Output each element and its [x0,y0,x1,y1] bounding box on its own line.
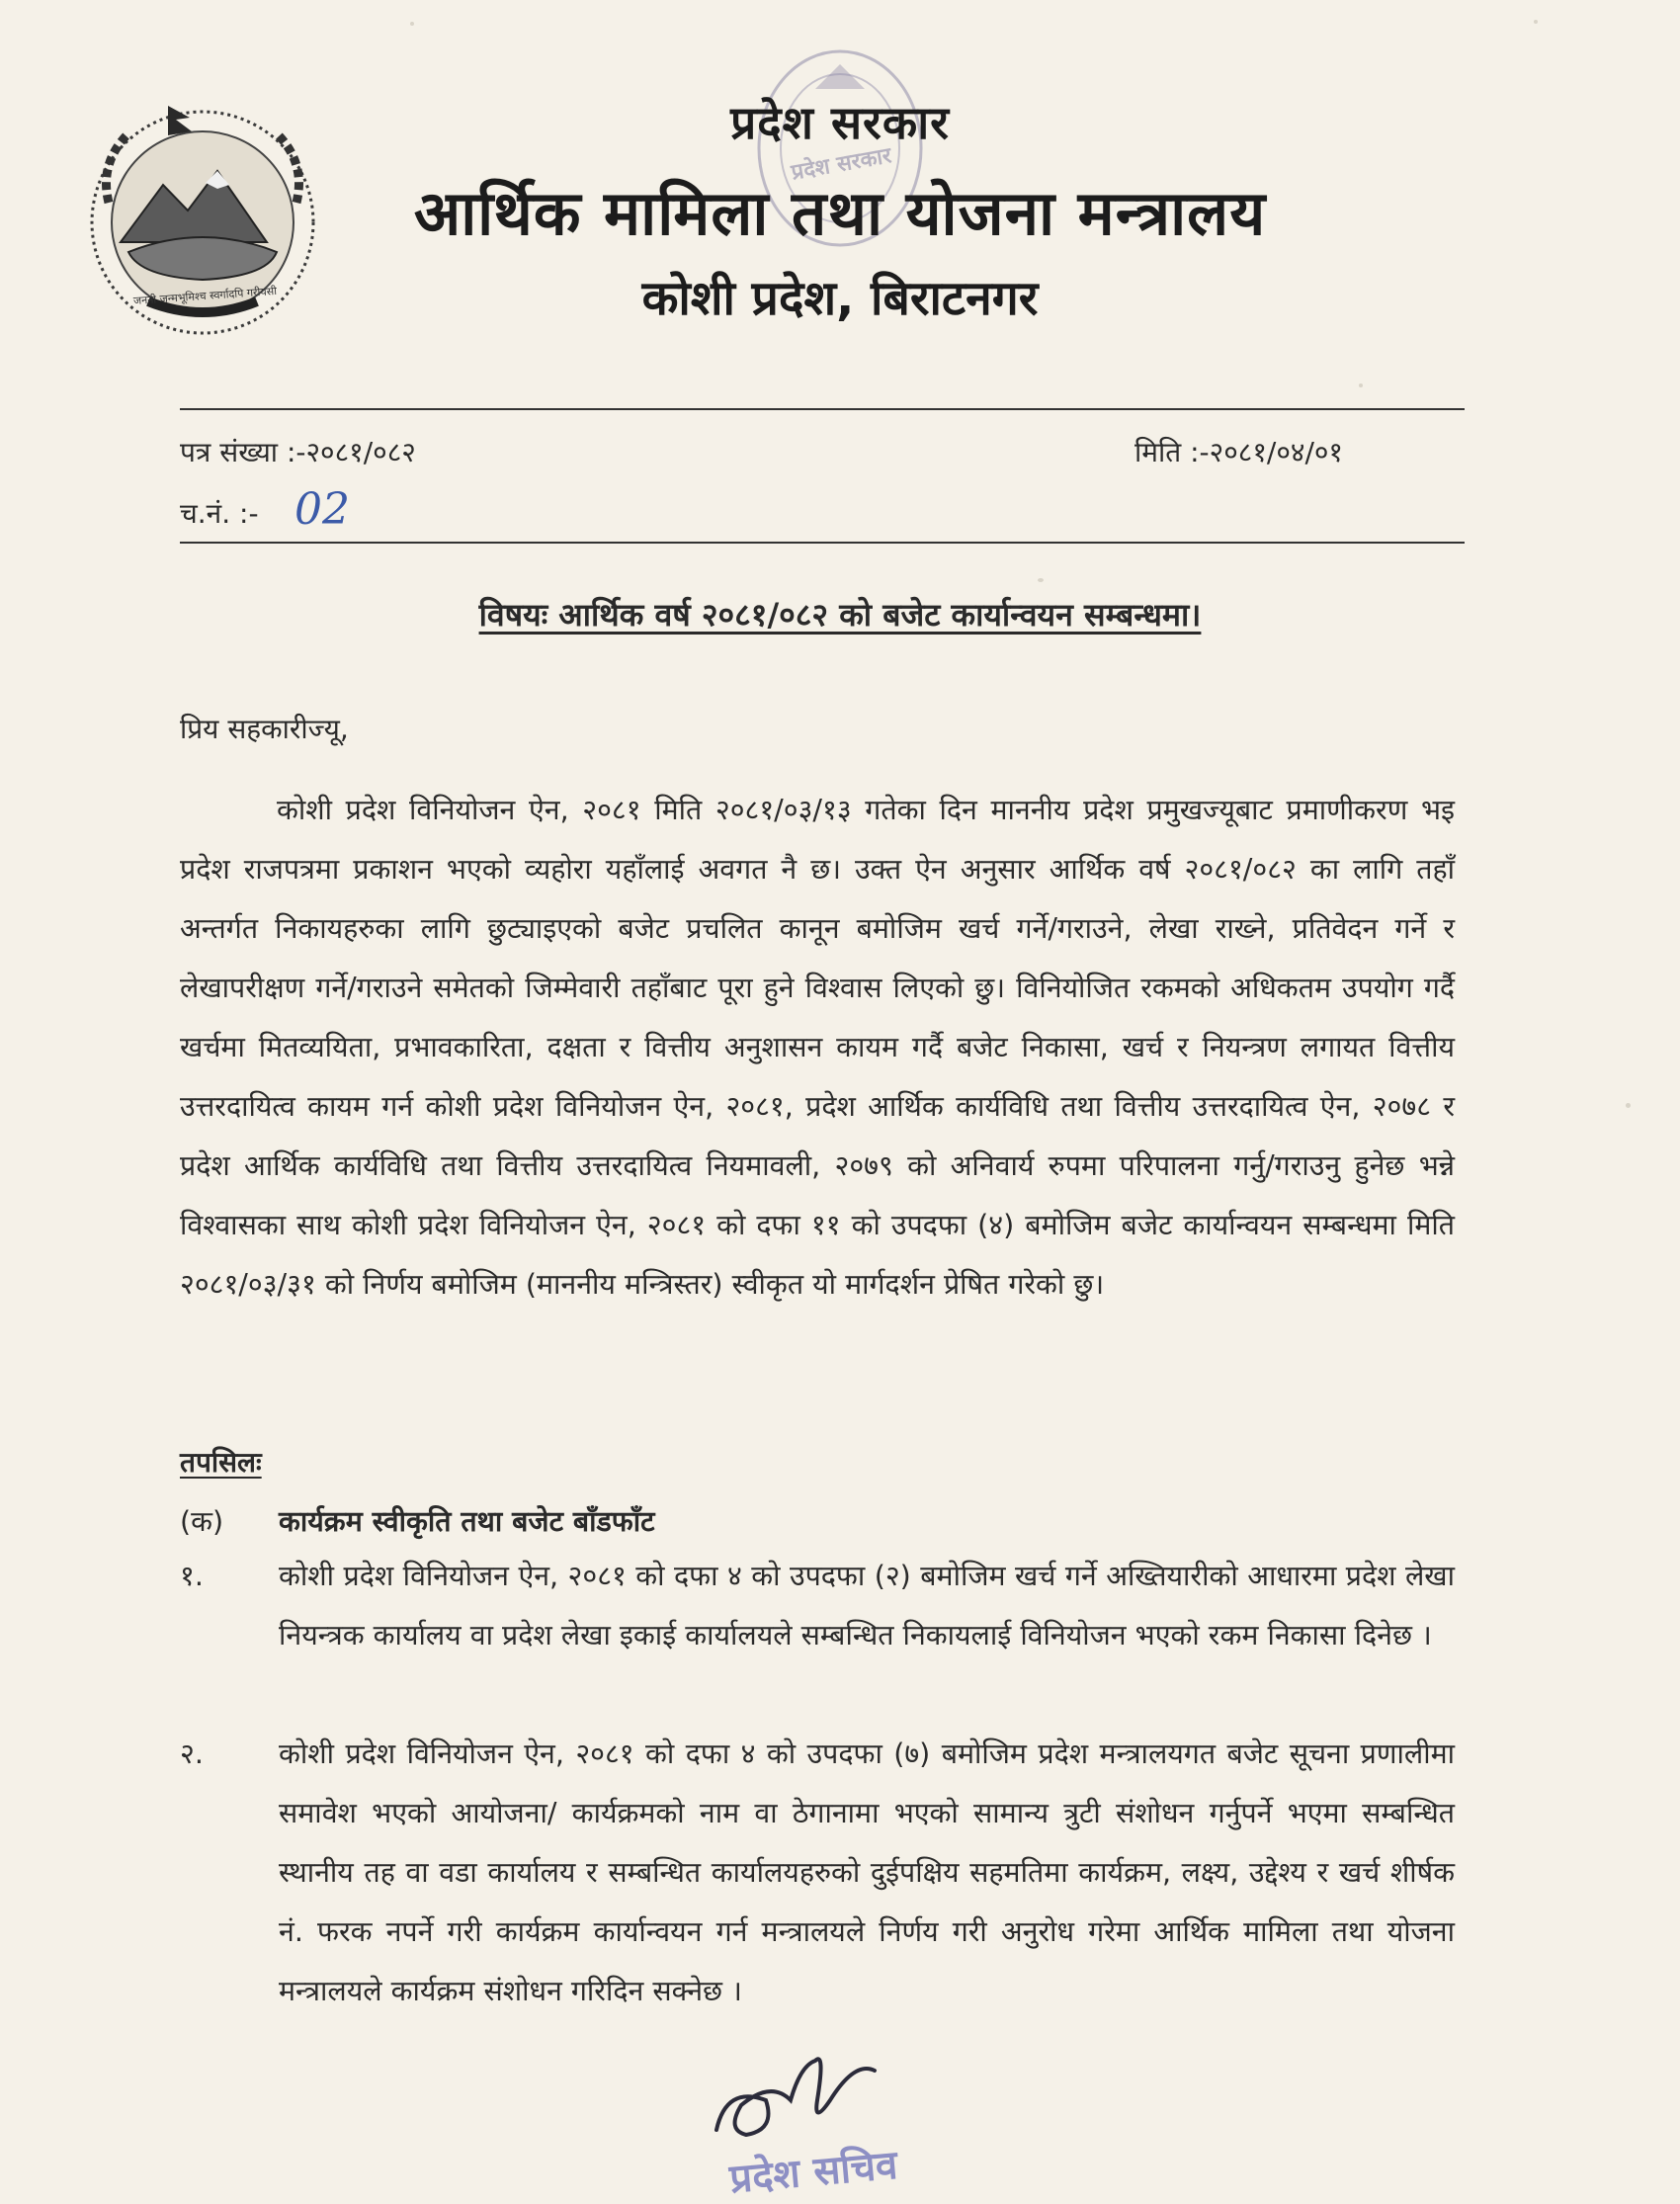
body-paragraph: कोशी प्रदेश विनियोजन ऐन, २०८१ मिति २०८१/०३/१३ गतेका दिन माननीय प्रदेश प्रमुखज्यूबाट प्रमाणीकरण भइ प्रदेश राजपत्रमा प्रकाशन भएको व्यहोरा यहाँलाई अवगत नै छ। उक्त ऐन अनुसार आर्थिक वर्ष २०८१/०८२ का लागि तहाँ अन्तर्गत निकायहरुका लागि छुट्याइएको बजेट प्रचलित कानून बमोजिम खर्च गर्ने/गराउने, लेखा राख्ने, प्रतिवेदन गर्ने र लेखापरीक्षण गर्ने/गराउने समेतको जिम्मेवारी तहाँबाट पूरा हुने विश्वास लिएको छु। विनियोजित रकमको अधिकतम उपयोग गर्दै खर्चमा मितव्ययिता, प्रभावकारिता, दक्षता र वित्तीय अनुशासन कायम गर्दै बजेट निकासा, खर्च र नियन्त्रण लगायत वित्तीय उत्तरदायित्व कायम गर्न कोशी प्रदेश विनियोजन ऐन, २०८१, प्रदेश आर्थिक कार्यविधि तथा वित्तीय उत्तरदायित्व ऐन, २०७८ र प्रदेश आर्थिक कार्यविधि तथा वित्तीय उत्तरदायित्व नियमावली, २०७९ को अनिवार्य रुपमा परिपालना गर्नु/गराउनु हुनेछ भन्ने विश्वासका साथ कोशी प्रदेश विनियोजन ऐन, २०८१ को दफा ११ को उपदफा (४) बमोजिम बजेट कार्यान्वयन सम्बन्धमा मिति २०८१/०३/३१ को निर्णय बमोजिम (माननीय मन्त्रिस्तर) स्वीकृत यो मार्गदर्शन प्रेषित गरेको छु। [180,794,1455,1301]
section-title: कार्यक्रम स्वीकृति तथा बजेट बाँडफाँट [279,1505,655,1538]
list-item-marker: १. [180,1560,204,1592]
letter-ref-number: पत्र संख्या :-२०८१/०८२ [180,436,416,468]
list-item [180,1547,1455,1665]
ministry-location: कोशी प्रदेश, बिराटनगर [641,271,1039,326]
paper-speck [1359,383,1363,387]
list-item-text: कोशी प्रदेश विनियोजन ऐन, २०८१ को दफा ४ को उपदफा (२) बमोजिम खर्च गर्ने अख्तियारीको आधारमा प्रदेश लेखा नियन्त्रक कार्यालय वा प्रदेश लेखा इकाई कार्यालयले सम्बन्धित निकायलाई विनियोजन भएको रकम निकासा दिनेछ । [279,1560,1455,1652]
emblem-motto: जननी जन्मभूमिश्च स्वर्गादपि गरीयसी [132,284,278,308]
list-item-text: कोशी प्रदेश विनियोजन ऐन, २०८१ को दफा ४ को उपदफा (७) बमोजिम प्रदेश मन्त्रालयगत बजेट सूचना प्रणालीमा समावेश भएको आयोजना/ कार्यक्रमको नाम वा ठेगानामा भएको सामान्य त्रुटी संशोधन गर्नुपर्ने भएमा सम्बन्धित स्थानीय तह वा वडा कार्यालय र सम्बन्धित कार्यालयहरुको दुईपक्षिय सहमतिमा कार्यक्रम, लक्ष्य, उद्देश्य र खर्च शीर्षक नं. फरक नपर्ने गरी कार्यक्रम कार्यान्वयन गर्न मन्त्रालयले निर्णय गरी अनुरोध गरेमा आर्थिक मामिला तथा योजना मन्त्रालयले कार्यक्रम संशोधन गरिदिन सक्नेछ । [279,1738,1455,2007]
annex-title: तपसिलः [180,1446,262,1479]
section-heading [180,1492,1455,1552]
stamp-text: प्रदेश सरकार [789,143,893,186]
government-title: प्रदेश सरकार [730,96,950,149]
paper-speck [1038,578,1044,582]
letter-subject: विषयः आर्थिक वर्ष २०८१/०८२ को बजेट कार्यान्वयन सम्बन्धमा। [478,596,1202,634]
paper-speck [410,22,414,26]
list-item-marker: २. [180,1738,204,1770]
paper-speck [1534,20,1538,24]
dispatch-label: च.नं. :- [180,497,259,530]
section-marker: (क) [180,1505,224,1538]
letter-date: मिति :-२०८१/०४/०१ [1134,436,1343,468]
list-item [180,1725,1455,2021]
salutation: प्रिय सहकारीज्यू, [180,713,349,745]
meta-divider [180,542,1465,544]
signatory-stamp: प्रदेश सचिव [727,2142,900,2203]
signature-icon [707,2031,904,2150]
dispatch-number: 02 [294,484,350,535]
header-divider [180,408,1465,410]
paper-speck [1626,1103,1631,1108]
ministry-title: आर्थिक मामिला तथा योजना मन्त्रालय [413,177,1267,249]
